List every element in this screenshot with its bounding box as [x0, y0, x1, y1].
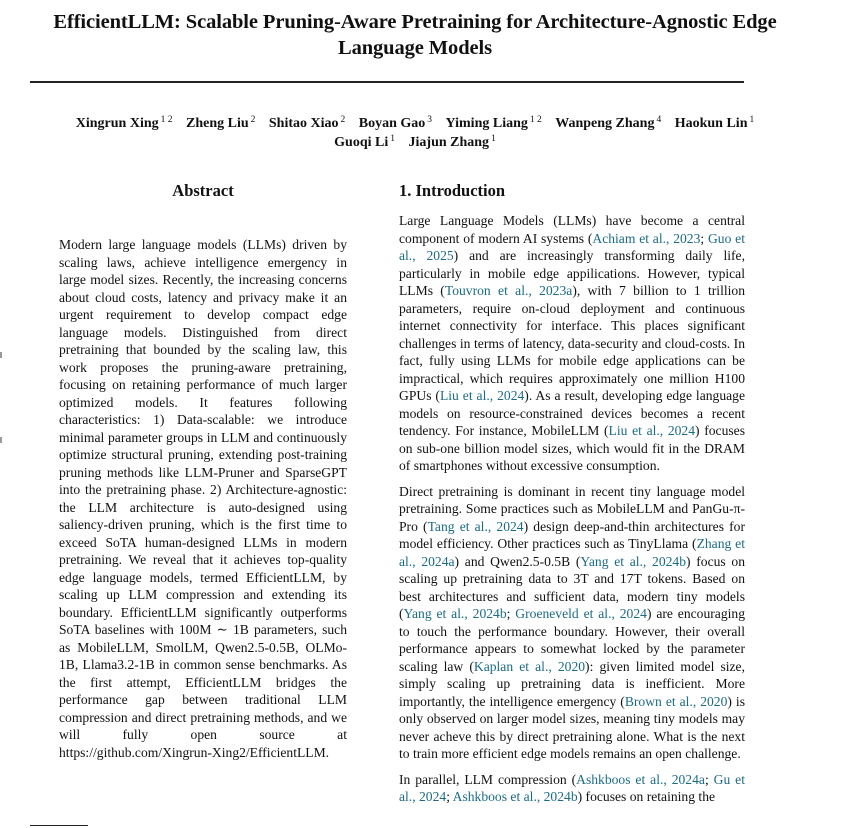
paragraph-text: Large Language Models (LLMs) have become a central component of modern AI systems (	[399, 213, 745, 246]
author-name: Haokun Lin	[674, 116, 748, 131]
author-list	[20, 114, 810, 152]
intro-paragraph-1	[399, 212, 745, 475]
abstract-heading: Abstract	[172, 181, 234, 200]
author-affiliation: 1 2	[160, 115, 173, 125]
author-affiliation: 4	[656, 115, 662, 125]
author	[555, 116, 661, 131]
footnote-rule	[30, 825, 88, 826]
author-name: Xingrun Xing	[75, 116, 159, 131]
author-name: Wanpeng Zhang	[555, 116, 655, 131]
citation-link[interactable]: Zhang et al., 2024a	[399, 536, 745, 569]
margin-mark	[0, 437, 2, 443]
intro-paragraph-3	[399, 771, 745, 806]
paragraph-text: ;	[446, 789, 453, 804]
paragraph-text: ) are encouraging to touch the performance boundary. However, their overall performance appears to somewhat locked by the parameter scaling law (	[399, 606, 745, 674]
author-affiliation: 1	[749, 115, 755, 125]
introduction-heading: 1. Introduction	[399, 181, 506, 200]
author	[76, 116, 173, 131]
citation-link[interactable]: Ashkboos et al., 2024a	[576, 771, 705, 787]
citation-link[interactable]: Touvron et al., 2023a	[444, 283, 573, 298]
author	[359, 116, 432, 131]
author	[446, 116, 542, 131]
right-column	[399, 180, 745, 814]
citation-link[interactable]: Gu et al., 2024	[399, 771, 745, 804]
author-name: Shitao Xiao	[268, 116, 339, 131]
author	[269, 116, 345, 131]
author	[675, 116, 755, 131]
abstract-text: Modern large language models (LLMs) driven by scaling laws, achieve intelligence emergency in large model sizes. Recently, the increasing concerns about cloud costs, latency and privacy make it an urgent requirement to develop compact edge language models. Distinguished from direct pretraining that bounded by the scaling law, this work proposes the pruning-aware pretraining, focusing on retaining performance of much larger optimized models. It features following characteristics: 1) Data-scalable: we introduce minimal parameter groups in LLM and continuously optimize structural pruning, extending post-training pruning methods like LLM-Pruner and SparseGPT into the pretraining phase. 2) Architecture-agnostic: the LLM architecture is auto-designed using saliency-driven pruning, which is the first time to exceed SoTA human-designed LLMs in modern pretraining. We reveal that it achieves top-quality edge language models, termed EfficientLLM, by scaling up LLM compression and extending its boundary. EfficientLLM significantly outperforms SoTA baselines with 100M ∼ 1B parameters, such as MobileLLM, SmolLM, Qwen2.5-0.5B, OLMo-1B, Llama3.2-1B in common sense benchmarks. As the first attempt, EfficientLLM bridges the performance gap between traditional LLM compression and direct pretraining methods, and we will fully open source at https://github.com/Xingrun-Xing2/EfficientLLM.	[59, 237, 347, 760]
paper-title: EfficientLLM: Scalable Pruning-Aware Pretraining for Architecture-Agnostic Edge Language Models	[53, 11, 777, 59]
paragraph-text: In parallel, LLM compression (	[399, 771, 577, 787]
author-name: Jiajun Zhang	[408, 135, 490, 150]
citation-link[interactable]: Liu et al., 2024	[439, 388, 525, 403]
author-affiliation: 3	[427, 115, 433, 125]
margin-mark	[0, 352, 2, 358]
author	[409, 135, 496, 150]
citation-link[interactable]: Groeneveld et al., 2024	[515, 606, 647, 621]
left-column	[59, 180, 347, 761]
citation-link[interactable]: Brown et al., 2020	[624, 693, 728, 709]
author-name: Boyan Gao	[358, 116, 426, 131]
paragraph-text: ) is only observed on larger model sizes, meaning tiny models may never acheve this by direct pretraining alone. What is the next to train more efficient edge models remains an open challenge.	[399, 693, 745, 761]
citation-link[interactable]: Liu et al., 2024	[608, 423, 696, 438]
author	[334, 135, 395, 150]
citation-link[interactable]: Guo et al., 2025	[399, 230, 745, 263]
author-affiliation: 1	[491, 134, 496, 144]
paragraph-text: ) and Qwen2.5-0.5B (	[454, 553, 581, 569]
author-affiliation: 1 2	[529, 115, 542, 125]
paragraph-text: ) design deep-and-thin architectures for model efficiency. Other practices such as TinyLlama (	[399, 518, 745, 551]
citation-link[interactable]: Ashkboos et al., 2024b	[452, 789, 578, 804]
citation-link[interactable]: Yang et al., 2024b	[580, 553, 687, 569]
paragraph-text: ) and are increasingly transforming daily life, particularly in mobile edge appilications. However, typical LLMs (	[399, 248, 745, 298]
paragraph-text: ) focus on scaling up pretraining data to 3T and 17T tokens. Based on best architectures and sufficient data, modern tiny models (	[399, 553, 745, 621]
paragraph-text: ;	[700, 230, 708, 246]
citation-link[interactable]: Yang et al., 2024b	[403, 606, 507, 621]
paragraph-text: ;	[704, 771, 714, 787]
intro-paragraph-2	[399, 483, 745, 763]
paragraph-text: ;	[506, 606, 516, 621]
title-rule	[30, 81, 744, 83]
paragraph-text: ): given limited model size, simply scaling up pretraining data is inefficient. More importantly, the intelligence emergency (	[399, 658, 745, 709]
paragraph-text: ). As a result, developing edge language models on resource-constrained devices becomes a recent tendency. For instance, MobileLLM (	[399, 388, 746, 438]
author-affiliation: 1	[390, 134, 396, 144]
citation-link[interactable]: Achiam et al., 2023	[592, 230, 701, 246]
paragraph-text: ) focuses on sub-one billion model sizes, which would fit in the DRAM of smartphones without excessive consumption.	[399, 423, 745, 473]
author-name: Zheng Liu	[186, 116, 249, 131]
author	[186, 116, 255, 131]
author-affiliation: 2	[250, 115, 256, 125]
paragraph-text: ) focuses on retaining the	[577, 789, 716, 804]
author-name: Yiming Liang	[445, 116, 528, 131]
author-name: Guoqi Li	[334, 135, 389, 150]
citation-link[interactable]: Tang et al., 2024	[427, 518, 524, 534]
paragraph-text: ), with 7 billion to 1 trillion parameters, require on-cloud deployment and continuous internet connectivity for interface. This places significant challenges in terms of latency, data-security and cloud-costs. In fact, fully using LLMs for mobile edge applications can be impractical, which requires approximately one million H100 GPUs (	[399, 283, 745, 403]
citation-link[interactable]: Kaplan et al., 2020	[473, 658, 586, 674]
author-affiliation: 2	[340, 115, 346, 125]
paragraph-text: Direct pretraining is dominant in recent tiny language model pretraining. Some practices such as MobileLLM and PanGu-π-Pro (	[399, 483, 745, 534]
